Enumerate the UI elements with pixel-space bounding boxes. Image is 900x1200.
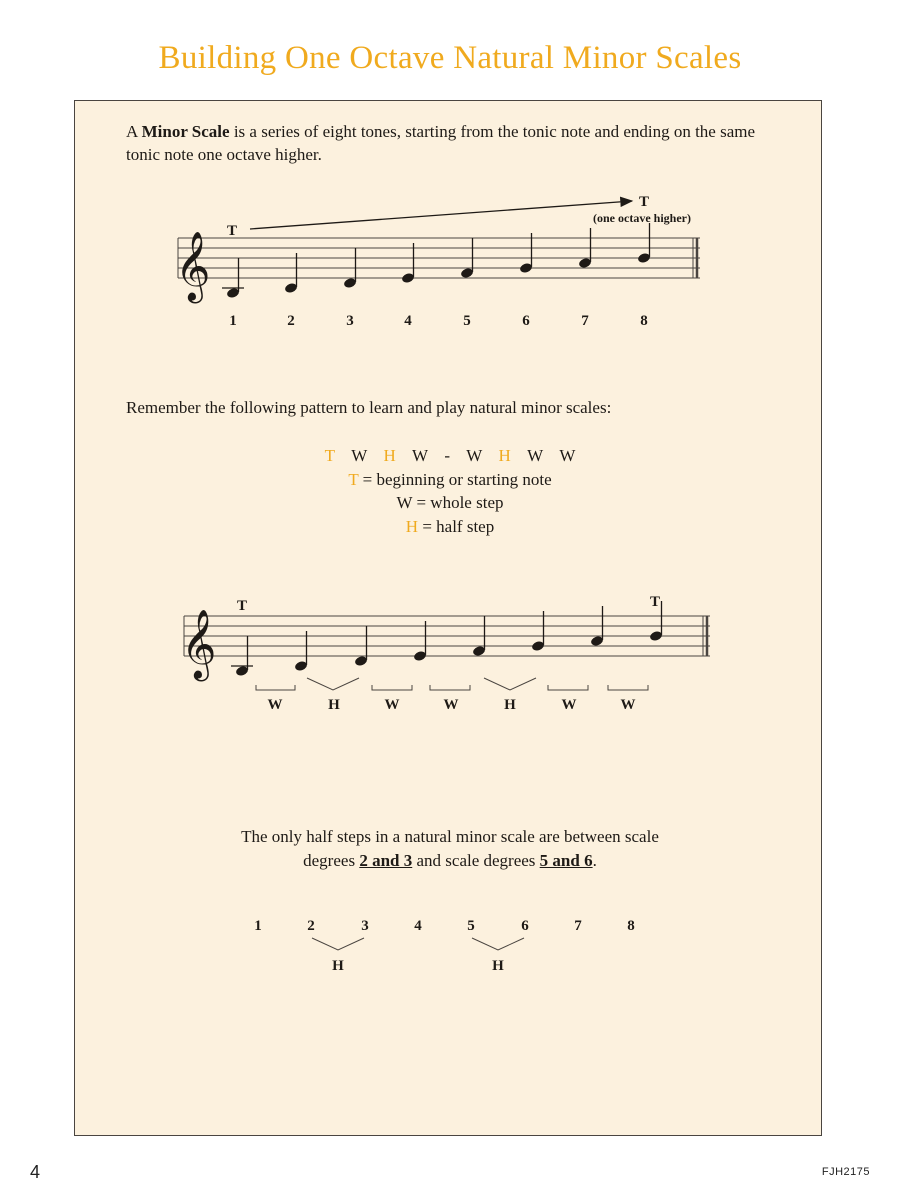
first-half-step-pair: 2 and 3 [359,851,413,870]
degree-number: 3 [361,918,369,934]
intro-rest: is a series of eight tones, starting from the tonic note and ending on the same tonic note one octave higher. [126,122,756,164]
page-number: 4 [30,1162,41,1182]
pattern-step: H [383,446,396,465]
legend-h-symbol: H [405,516,419,536]
degree-number: 4 [414,918,422,934]
half-step-middle: and scale degrees [412,851,540,870]
degree-number: 4 [404,313,412,329]
pattern-step: W [559,446,576,465]
catalog-code: FJH2175 [821,1166,870,1178]
degree-number: 7 [581,313,589,329]
degree-number: 6 [521,918,529,934]
pattern-step: H [498,446,511,465]
remember-text: Remember the following pattern to learn and play natural minor scales: [126,398,612,417]
pattern-step: T [324,446,335,465]
pattern-step: W [412,446,429,465]
half-step-label: H [332,958,344,974]
minor-scale-term: Minor Scale [141,122,230,141]
treble-clef-icon: 𝄞 [181,609,217,679]
treble-clef-icon: 𝄞 [175,231,211,301]
tonic-label: T [227,223,238,239]
legend-t-symbol: T [348,469,359,489]
degree-number: 7 [574,918,582,934]
start-tonic-label: T [237,598,248,614]
step-label: W [384,697,400,713]
pattern-separator: - [444,446,450,465]
degree-row [254,918,635,934]
degree-number: 1 [229,313,237,329]
intro-prefix: A [126,122,142,141]
second-half-step-pair: 5 and 6 [539,851,593,870]
degree-number: 2 [287,313,295,329]
step-label: W [267,697,283,713]
step-label: W [561,697,577,713]
legend-h-text: = half step [418,516,495,536]
degree-number: 8 [640,313,648,329]
octave-higher-note: (one octave higher) [593,211,691,225]
half-bracket [472,938,524,950]
step-label: H [328,697,340,713]
degree-number: 5 [463,313,471,329]
half-step-suffix: . [592,851,597,870]
degree-number: 5 [467,918,475,934]
half-step-line1: The only half steps in a natural minor scale are between scale [241,827,659,846]
half-step-label: H [492,958,504,974]
half-bracket [312,938,364,950]
half-step-line2-prefix: degrees [303,851,360,870]
degree-number: 1 [254,918,262,934]
degree-number: 2 [307,918,315,934]
degree-number: 3 [346,313,354,329]
degree-number: 6 [522,313,530,329]
end-tonic-label: T [650,594,661,610]
pattern-step: W [351,446,368,465]
pattern-step: W [527,446,544,465]
octave-tonic-label: T [639,194,650,210]
step-label: W [620,697,636,713]
legend-t-text: = beginning or starting note [358,469,552,489]
legend-whole: W = whole step [396,493,504,512]
degree-number: 8 [627,918,635,934]
page-title: Building One Octave Natural Minor Scales [158,40,742,76]
step-label: W [443,697,459,713]
step-label: H [504,697,516,713]
pattern-step: W [466,446,483,465]
